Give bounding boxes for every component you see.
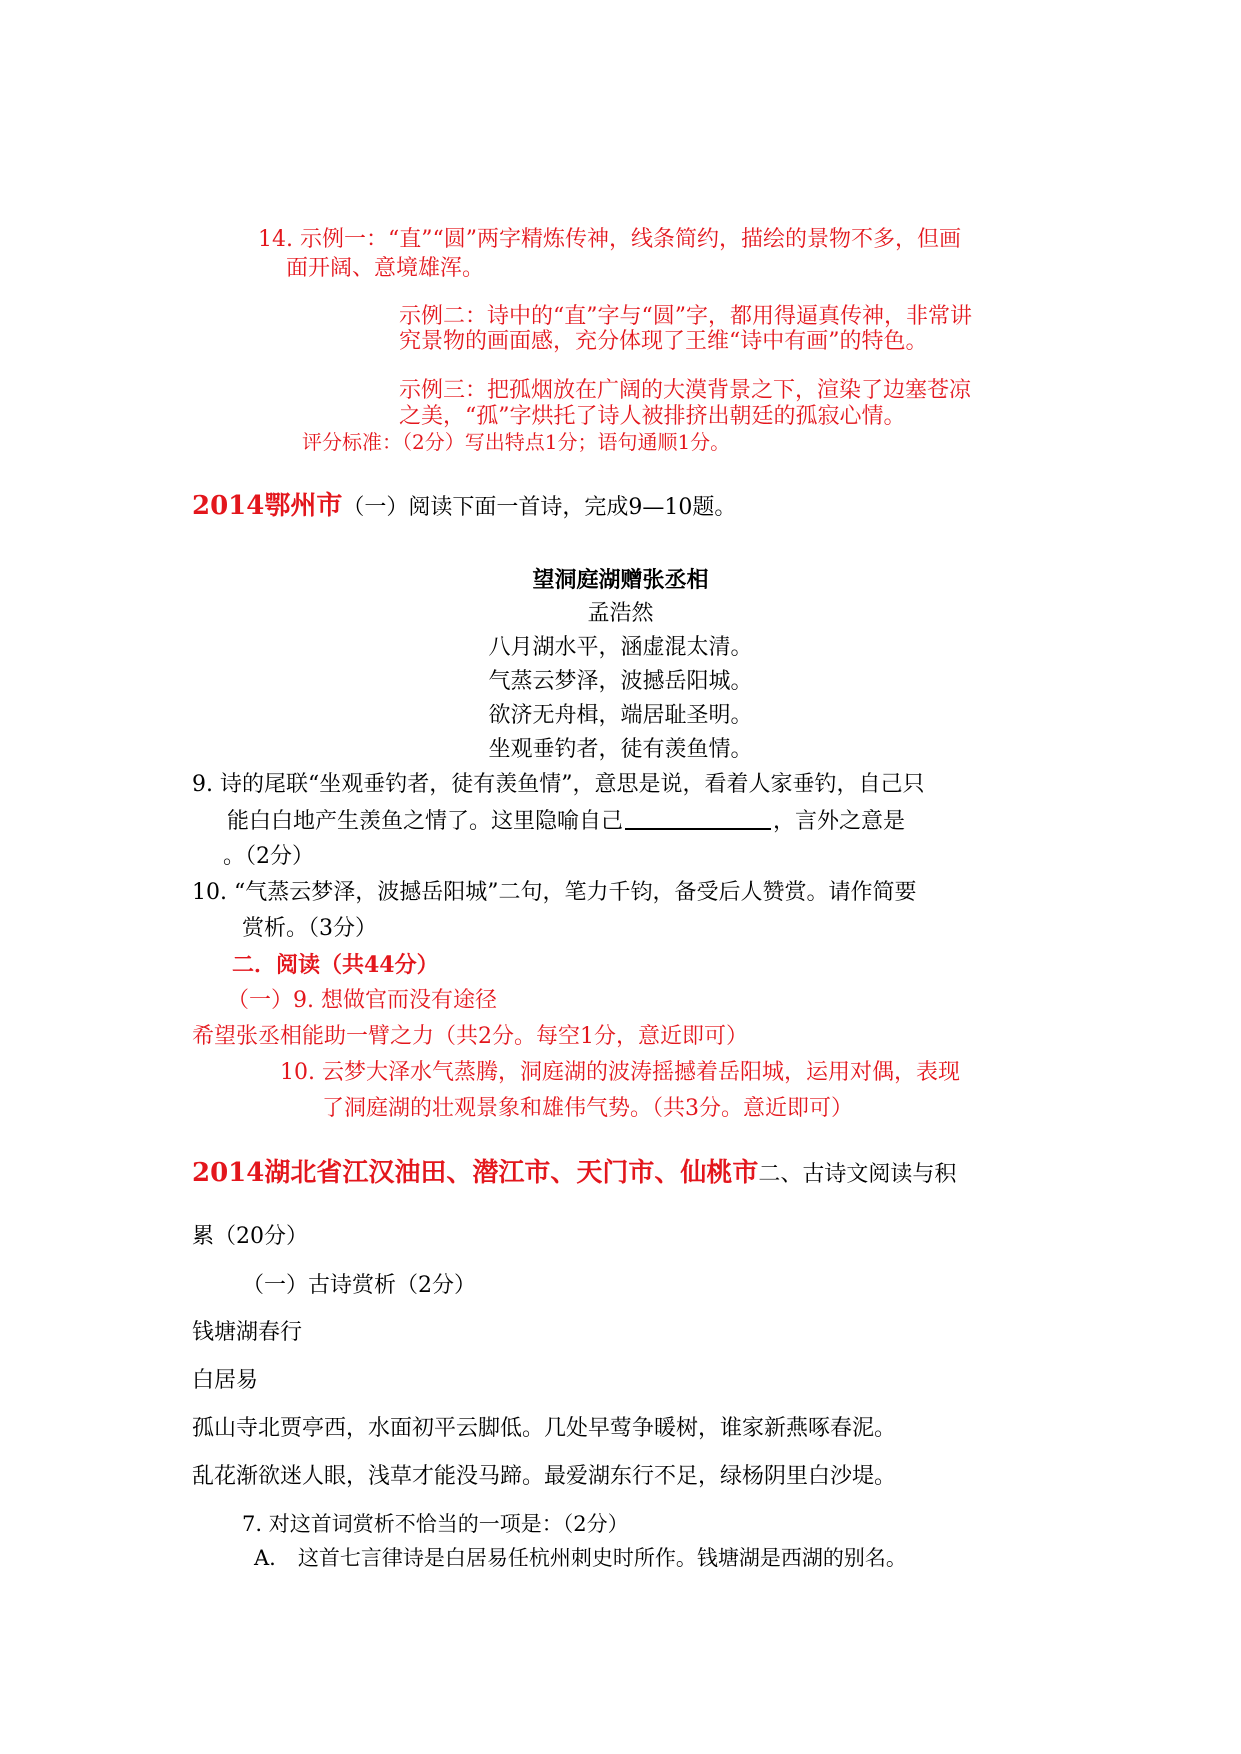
answer14-example2-line1: 示例二：诗中的“直”字与“圆”字，都用得逼真传神，非常讲 (399, 304, 972, 329)
poem-title: 望洞庭湖赠张丞相 (532, 567, 709, 593)
poem-line-1: 八月湖水平，涵虚混太清。 (488, 635, 753, 660)
poem-line-3: 欲济无舟楫，端居耻圣明。 (488, 703, 753, 728)
answer-heading: 二．阅读（共44分） (232, 952, 439, 978)
option-a (254, 1543, 907, 1573)
hubei-poem-title: 钱塘湖春行 (192, 1320, 303, 1345)
answer-blank (625, 806, 771, 830)
question-9-line1: 9. 诗的尾联“坐观垂钓者，徒有羡鱼情”，意思是说，看着人家垂钓，自己只 (192, 772, 925, 797)
option-a-label: A. (254, 1546, 276, 1570)
answer14-example3-line1: 示例三：把孤烟放在广阔的大漠背景之下，渲染了边塞苍凉 (399, 378, 972, 403)
hubei-heading-continued: 累（20分） (192, 1224, 308, 1249)
answer-9-line1: （一）9. 想做官而没有途径 (227, 988, 497, 1013)
answer14-example3-line2: 之美，“孤”字烘托了诗人被排挤出朝廷的孤寂心情。 (399, 404, 906, 429)
question-9-text: 能白白地产生羡鱼之情了。这里隐喻自己 (227, 809, 624, 834)
answer14-grading: 评分标准：（2分）写出特点1分；语句通顺1分。 (302, 430, 731, 454)
question-9-text-end: ，言外之意是 (773, 809, 906, 834)
answer-10-line1: 10. 云梦大泽水气蒸腾，洞庭湖的波涛摇撼着岳阳城，运用对偶，表现 (280, 1060, 960, 1085)
question-9-line2 (227, 806, 905, 837)
subsection-heading: （一）古诗赏析（2分） (242, 1273, 476, 1298)
answer14-line2: 面开阔、意境雄浑。 (286, 256, 485, 281)
answer-10-line2: 了洞庭湖的壮观景象和雄伟气势。（共3分。意近即可） (322, 1096, 853, 1121)
hubei-heading (192, 1158, 956, 1190)
hubei-heading-instruction: 二、古诗文阅读与积 (758, 1162, 957, 1187)
question-7: 7. 对这首词赏析不恰当的一项是：（2分） (242, 1512, 629, 1536)
option-a-text: 这首七言律诗是白居易任杭州刺史时所作。钱塘湖是西湖的别名。 (297, 1546, 907, 1570)
poem-line-2: 气蒸云梦泽，波撼岳阳城。 (488, 669, 753, 694)
question-10-line1: 10. “气蒸云梦泽，波撼岳阳城”二句，笔力千钧，备受后人赞赏。请作简要 (192, 880, 917, 905)
ezhou-heading-instruction: （一）阅读下面一首诗，完成9—10题。 (342, 495, 737, 520)
answer14-example2-line2: 究景物的画面感，充分体现了王维“诗中有画”的特色。 (399, 329, 928, 354)
poem-line-4: 坐观垂钓者，徒有羡鱼情。 (488, 737, 753, 762)
ezhou-heading (192, 491, 736, 523)
hubei-poem-line-2: 乱花渐欲迷人眼，浅草才能没马蹄。最爱湖东行不足，绿杨阴里白沙堤。 (192, 1464, 897, 1489)
answer14-line1: 14. 示例一：“直”“圆”两字精炼传神，线条简约，描绘的景物不多，但画 (258, 227, 961, 252)
question-9-line3: 。（2分） (223, 844, 314, 869)
hubei-poem-author: 白居易 (192, 1368, 259, 1393)
ezhou-heading-region: 2014鄂州市 (192, 491, 343, 521)
question-10-line2: 赏析。（3分） (242, 916, 377, 941)
hubei-poem-line-1: 孤山寺北贾亭西，水面初平云脚低。几处早莺争暖树，谁家新燕啄春泥。 (192, 1416, 897, 1441)
answer-9-line2: 希望张丞相能助一臂之力（共2分。每空1分，意近即可） (192, 1024, 748, 1049)
hubei-heading-region: 2014湖北省江汉油田、潜江市、天门市、仙桃市 (192, 1158, 759, 1188)
poem-author: 孟浩然 (587, 601, 654, 626)
